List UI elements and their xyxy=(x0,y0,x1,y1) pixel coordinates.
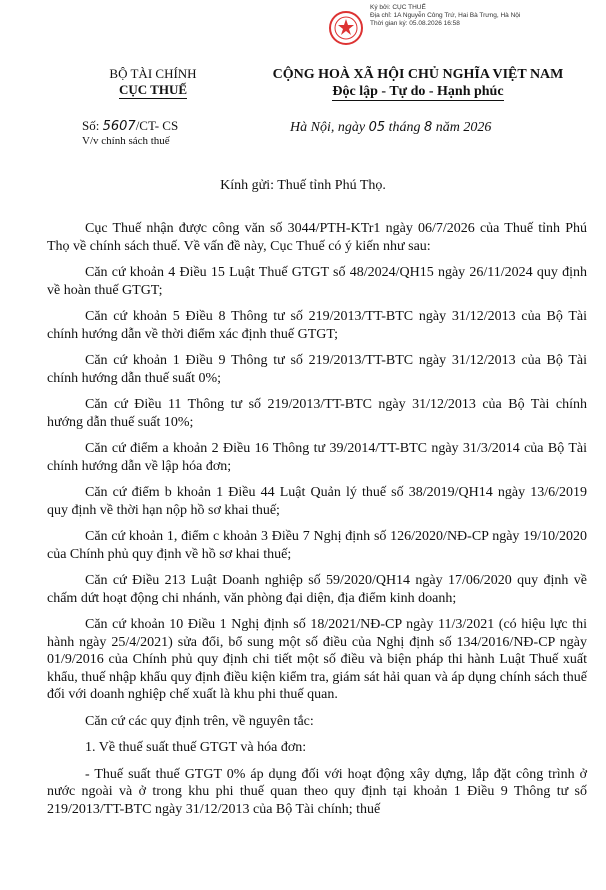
paragraph: Căn cứ khoản 1, điểm c khoản 3 Điều 7 Nghị định số 126/2020/NĐ-CP ngày 19/10/2020 của Chính phủ quy định về hồ sơ khai thuế; xyxy=(47,529,587,562)
date-month-word: tháng xyxy=(388,120,421,135)
number-prefix: Số: xyxy=(82,118,100,133)
national-header xyxy=(252,66,584,101)
paragraph: Căn cứ Điều 213 Luật Doanh nghiệp số 59/2020/QH14 ngày 17/06/2020 quy định về chấm dứt hoạt động chi nhánh, văn phòng đại diện, địa điểm kinh doanh; xyxy=(47,573,587,606)
paragraph: - Thuế suất thuế GTGT 0% áp dụng đối với hoạt động xây dựng, lắp đặt công trình ở nước ngoài và ở trong khu phi thuế quan theo quy định tại khoản 1 Điều 9 Thông tư số 219/2013/TT-BTC ngày 31/12/2013 của Bộ Tài chính; thuế xyxy=(47,766,587,817)
date-year: năm 2026 xyxy=(435,120,492,135)
paragraph: Căn cứ các quy định trên, về nguyên tắc: xyxy=(85,713,314,729)
national-emblem-icon xyxy=(328,10,364,46)
signature-signer: Ký bởi: CỤC THUẾ xyxy=(370,4,426,11)
digital-signature-block xyxy=(370,4,520,28)
national-motto: Độc lập - Tự do - Hạnh phúc xyxy=(332,84,504,99)
date-day: 05 xyxy=(368,120,386,135)
country-name: CỘNG HOÀ XÃ HỘI CHỦ NGHĨA VIỆT NAM xyxy=(272,67,564,82)
signature-time: Thời gian ký: 05.08.2026 16:58 xyxy=(370,20,460,27)
paragraph: Căn cứ điểm a khoản 2 Điều 16 Thông tư 39/2014/TT-BTC ngày 31/3/2014 của Bộ Tài chính hướng dẫn về lập hóa đơn; xyxy=(47,441,587,474)
paragraph: Căn cứ khoản 5 Điều 8 Thông tư số 219/2013/TT-BTC ngày 31/12/2013 của Bộ Tài chính hướng dẫn về thời điểm xác định thuế GTGT; xyxy=(47,309,587,342)
greeting: Kính gửi: Thuế tỉnh Phú Thọ. xyxy=(220,178,386,193)
date-month: 8 xyxy=(424,120,433,135)
paragraph: Căn cứ khoản 4 Điều 15 Luật Thuế GTGT số 48/2024/QH15 ngày 26/11/2024 quy định về hoàn thuế GTGT; xyxy=(47,265,587,298)
document-date xyxy=(290,120,491,136)
document-number xyxy=(82,118,178,134)
paragraph: Căn cứ khoản 1 Điều 9 Thông tư số 219/2013/TT-BTC ngày 31/12/2013 của Bộ Tài chính hướng dẫn thuế suất 0%; xyxy=(47,353,587,386)
paragraph: Căn cứ Điều 11 Thông tư số 219/2013/TT-BTC ngày 31/12/2013 của Bộ Tài chính hướng dẫn thuế suất 10%; xyxy=(47,397,587,430)
number-handwritten: 5607 xyxy=(102,119,136,134)
section-heading: 1. Về thuế suất thuế GTGT và hóa đơn: xyxy=(85,740,307,755)
paragraph: Căn cứ điểm b khoản 1 Điều 44 Luật Quản lý thuế số 38/2019/QH14 ngày 13/6/2019 quy định về thời hạn nộp hồ sơ khai thuế; xyxy=(47,485,587,518)
ministry-name: BỘ TÀI CHÍNH xyxy=(109,66,197,81)
paragraph: Căn cứ khoản 10 Điều 1 Nghị định số 18/2021/NĐ-CP ngày 11/3/2021 (có hiệu lực thi hành ngày 25/4/2021) sửa đổi, bổ sung một số điều của Nghị định số 134/2016/NĐ-CP ngày 01/9/2016 của Chính phủ quy định chi tiết một số điều và biện pháp thi hành Luật Thuế xuất khẩu, thuế nhập khẩu quy định điều kiện kiểm tra, giám sát hải quan và áp dụng chính sách thuế đối với doanh nghiệp chế xuất là khu phi thuế quan. xyxy=(47,617,587,702)
document-body xyxy=(47,220,587,827)
paragraph: Cục Thuế nhận được công văn số 3044/PTH-KTr1 ngày 06/7/2026 của Thuế tỉnh Phú Thọ về chính sách thuế. Về vấn đề này, Cục Thuế có ý kiến như sau: xyxy=(47,221,587,254)
department-name: CỤC THUẾ xyxy=(118,82,188,97)
number-suffix: /CT- CS xyxy=(135,118,179,133)
issuing-agency xyxy=(78,66,228,99)
document-subject: V/v chính sách thuế xyxy=(82,135,170,147)
date-place: Hà Nội, ngày xyxy=(290,120,366,135)
signature-address: Địa chỉ: 1A Nguyễn Công Trứ, Hai Bà Trưng, Hà Nội xyxy=(370,12,521,19)
